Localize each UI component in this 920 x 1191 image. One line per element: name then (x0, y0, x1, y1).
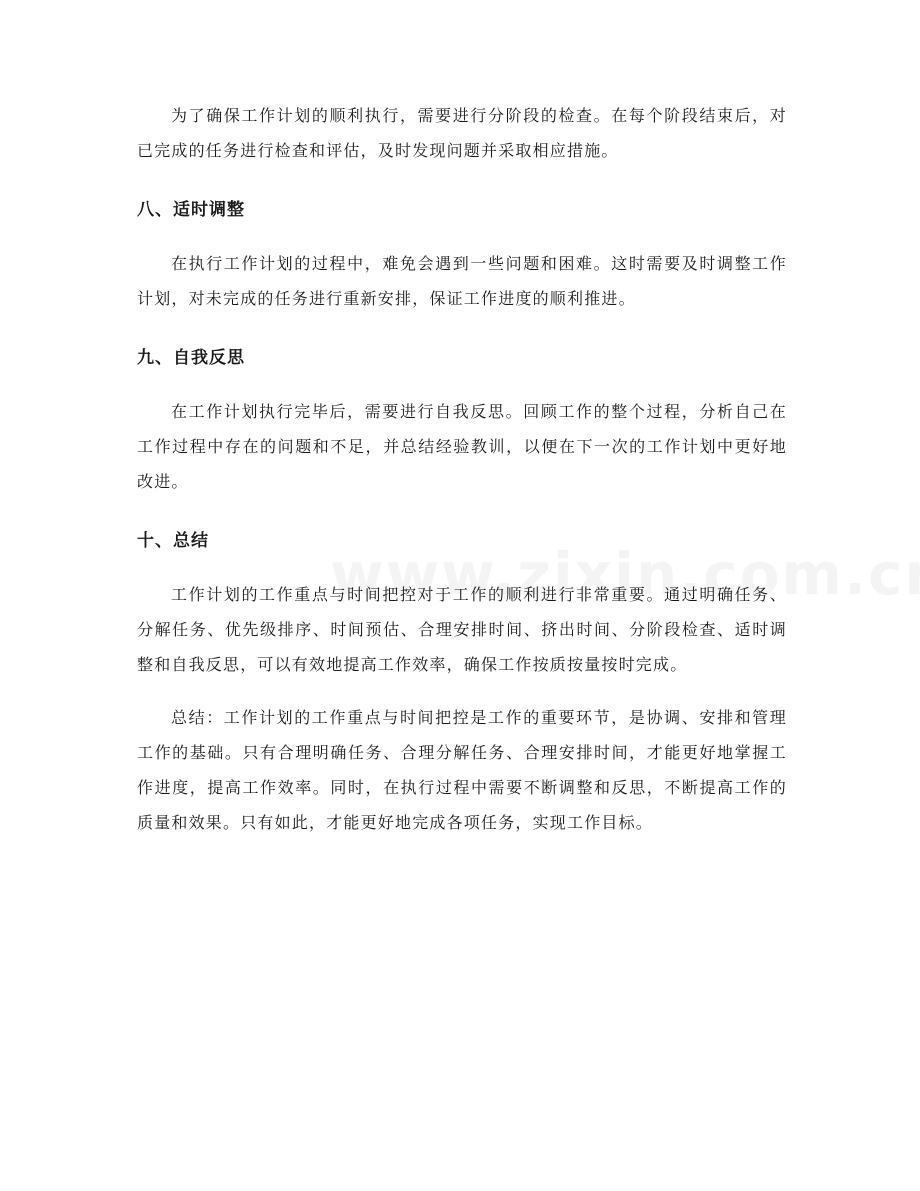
document-body (137, 98, 787, 840)
intro-paragraph: 为了确保工作计划的顺利执行，需要进行分阶段的检查。在每个阶段结束后，对已完成的任务进行检查和评估，及时发现问题并采取相应措施。 (137, 106, 787, 160)
section-8-heading: 八、适时调整 (137, 200, 245, 220)
section-10-heading: 十、总结 (137, 531, 209, 551)
section-8-paragraph: 在执行工作计划的过程中，难免会遇到一些问题和困难。这时需要及时调整工作计划，对未完成的任务进行重新安排，保证工作进度的顺利推进。 (137, 254, 787, 308)
section-9-heading: 九、自我反思 (137, 348, 245, 368)
section-10-paragraph-2: 总结：工作计划的工作重点与时间把控是工作的重要环节，是协调、安排和管理工作的基础。只有合理明确任务、合理分解任务、合理安排时间，才能更好地掌握工作进度，提高工作效率。同时，在执行过程中需要不断调整和反思，不断提高工作的质量和效果。只有如此，才能更好地完成各项任务，实现工作目标。 (137, 708, 787, 832)
section-10-paragraph-1: 工作计划的工作重点与时间把控对于工作的顺利进行非常重要。通过明确任务、分解任务、优先级排序、时间预估、合理安排时间、挤出时间、分阶段检查、适时调整和自我反思，可以有效地提高工作效率，确保工作按质按量按时完成。 (137, 585, 787, 674)
section-9-paragraph: 在工作计划执行完毕后，需要进行自我反思。回顾工作的整个过程，分析自己在工作过程中存在的问题和不足，并总结经验教训，以便在下一次的工作计划中更好地改进。 (137, 402, 787, 491)
